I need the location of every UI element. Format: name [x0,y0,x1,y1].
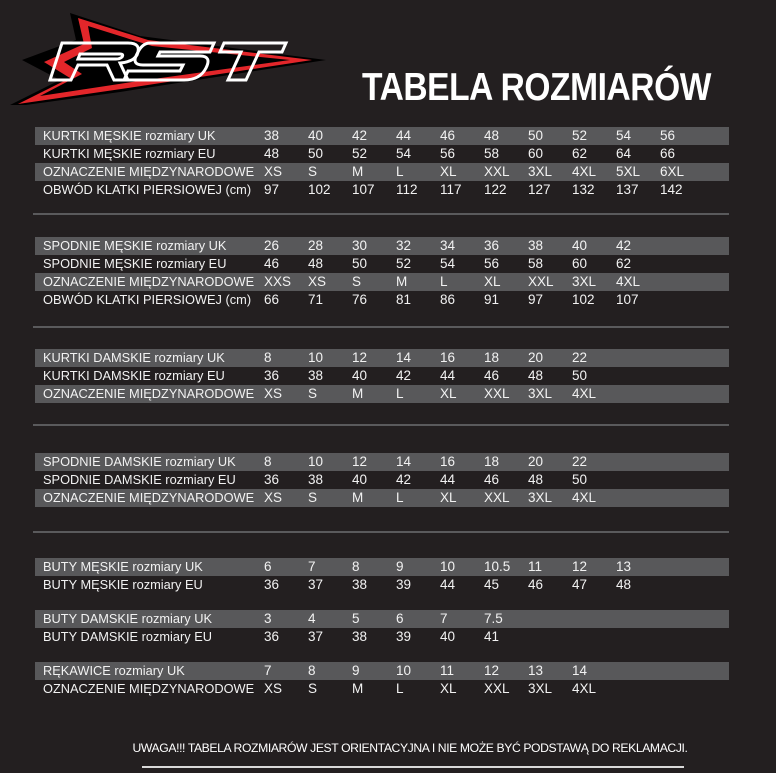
size-cell: 52 [352,146,368,161]
size-cell: 4XL [572,164,597,179]
size-cell: 5 [352,611,360,626]
size-row-kurtki-damskie [35,385,729,403]
size-cell: 44 [440,472,456,487]
size-row-spodnie-damskie [35,453,729,471]
size-cell: 40 [352,368,368,383]
size-cell: 34 [440,238,456,253]
size-row-buty-damskie [35,610,729,628]
size-cell: 10.5 [484,559,511,574]
size-cell: 13 [616,559,632,574]
size-cell: 42 [616,238,632,253]
size-cell: 64 [616,146,632,161]
size-cell: 46 [440,128,456,143]
size-cell: 50 [308,146,324,161]
size-cell: 58 [484,146,500,161]
size-cell: 117 [440,182,462,197]
size-cell: 58 [528,256,544,271]
size-cell: 4XL [572,490,597,505]
size-cell: 81 [396,292,412,307]
size-cell: 102 [572,292,595,307]
size-cell: M [352,164,364,179]
size-cell: 7.5 [484,611,503,626]
size-cell: 36 [484,238,500,253]
size-cell: 12 [352,350,368,365]
row-label: BUTY MĘSKIE rozmiary UK [43,559,203,574]
size-cell: 37 [308,577,324,592]
size-cell: 5XL [616,164,641,179]
row-label: SPODNIE DAMSKIE rozmiary EU [43,472,236,487]
size-row-spodnie-damskie [35,471,729,489]
size-cell: M [396,274,408,289]
size-cell: 60 [572,256,588,271]
row-label: OBWÓD KLATKI PIERSIOWEJ (cm) [43,292,252,307]
size-cell: 39 [396,577,412,592]
size-cell: 12 [352,454,368,469]
size-cell: XXL [528,274,554,289]
size-cell: 8 [308,663,316,678]
size-cell: 48 [308,256,324,271]
size-cell: 122 [484,182,507,197]
size-cell: 4XL [616,274,641,289]
size-cell: XXS [264,274,292,289]
size-row-spodnie-meskie [35,255,729,273]
size-cell: 56 [440,146,456,161]
size-cell: 9 [396,559,404,574]
size-cell: 56 [484,256,500,271]
size-cell: 66 [264,292,280,307]
size-row-spodnie-meskie [35,291,729,309]
row-label: OZNACZENIE MIĘDZYNARODOWE [43,386,255,401]
size-cell: L [396,490,404,505]
size-cell: 42 [396,368,412,383]
rst-logo-icon [0,10,330,105]
size-cell: XS [264,164,283,179]
row-label: SPODNIE MĘSKIE rozmiary UK [43,238,227,253]
size-cell: 50 [572,472,588,487]
size-cell: 14 [396,350,412,365]
size-cell: 14 [572,663,588,678]
size-cell: 4XL [572,386,597,401]
size-cell: L [396,681,404,696]
size-cell: XXL [484,386,510,401]
size-row-buty-meskie [35,576,729,594]
size-cell: 38 [264,128,280,143]
size-cell: 66 [660,146,676,161]
size-cell: 38 [352,577,368,592]
section-divider [33,531,729,533]
size-cell: 38 [308,472,324,487]
size-cell: 8 [264,350,272,365]
size-cell: 52 [572,128,588,143]
size-row-spodnie-meskie [35,273,729,291]
size-cell: 36 [264,472,280,487]
size-cell: 62 [616,256,632,271]
size-cell: 13 [528,663,544,678]
size-cell: 3XL [572,274,597,289]
size-cell: 10 [308,454,324,469]
size-cell: 11 [440,663,455,678]
size-cell: 40 [572,238,588,253]
size-cell: 3 [264,611,272,626]
size-cell: XS [308,274,327,289]
row-label: OZNACZENIE MIĘDZYNARODOWE [43,164,255,179]
size-cell: S [308,164,318,179]
size-cell: 10 [308,350,324,365]
size-cell: 91 [484,292,500,307]
size-cell: 10 [440,559,456,574]
size-cell: 22 [572,454,588,469]
size-cell: L [396,164,404,179]
row-label: KURTKI MĘSKIE rozmiary UK [43,128,216,143]
size-cell: 20 [528,454,544,469]
size-cell: S [308,386,318,401]
size-cell: 4XL [572,681,597,696]
size-row-kurtki-meskie [35,181,729,199]
size-row-kurtki-damskie [35,367,729,385]
size-cell: 6XL [660,164,685,179]
size-cell: XS [264,490,283,505]
size-row-spodnie-meskie [35,237,729,255]
size-cell: S [308,681,318,696]
rst-logo [0,10,330,105]
size-cell: 102 [308,182,331,197]
size-cell: 10 [396,663,412,678]
size-cell: 127 [528,182,551,197]
size-cell: 7 [308,559,316,574]
size-cell: 50 [528,128,544,143]
size-cell: 46 [528,577,544,592]
size-cell: 40 [440,629,456,644]
size-cell: 97 [264,182,280,197]
size-cell: L [440,274,448,289]
size-cell: 52 [396,256,412,271]
size-row-buty-damskie [35,628,729,646]
size-cell: 48 [528,472,544,487]
size-cell: 48 [616,577,632,592]
size-cell: 60 [528,146,544,161]
size-cell: 20 [528,350,544,365]
size-cell: S [352,274,362,289]
size-cell: 36 [264,577,280,592]
size-row-buty-meskie [35,558,729,576]
row-label: OZNACZENIE MIĘDZYNARODOWE [43,490,255,505]
size-row-kurtki-meskie [35,127,729,145]
size-cell: 9 [352,663,360,678]
size-cell: M [352,490,364,505]
size-cell: 54 [616,128,632,143]
size-cell: 112 [396,182,418,197]
size-cell: 3XL [528,386,553,401]
size-cell: 46 [264,256,280,271]
size-cell: 54 [396,146,412,161]
page-title: TABELA ROZMIARÓW [362,66,711,109]
size-cell: 3XL [528,164,553,179]
size-cell: 8 [264,454,272,469]
row-label: SPODNIE DAMSKIE rozmiary UK [43,454,236,469]
size-cell: M [352,386,364,401]
size-cell: 11 [528,559,543,574]
row-label: KURTKI DAMSKIE rozmiary UK [43,350,225,365]
row-label: KURTKI MĘSKIE rozmiary EU [43,146,216,161]
size-cell: 56 [660,128,676,143]
size-cell: 44 [396,128,412,143]
size-cell: 97 [528,292,544,307]
size-cell: 47 [572,577,588,592]
size-cell: 38 [528,238,544,253]
size-cell: 46 [484,472,500,487]
size-cell: 37 [308,629,324,644]
size-cell: XS [264,681,283,696]
size-cell: 86 [440,292,456,307]
size-row-kurtki-meskie [35,145,729,163]
size-cell: XL [440,386,457,401]
size-cell: 38 [352,629,368,644]
size-cell: 42 [396,472,412,487]
size-cell: 12 [572,559,588,574]
size-cell: 4 [308,611,316,626]
size-cell: 142 [660,182,683,197]
size-cell: 62 [572,146,588,161]
section-divider [33,213,729,215]
section-divider [33,424,729,426]
size-cell: 32 [396,238,412,253]
row-label: BUTY DAMSKIE rozmiary UK [43,611,212,626]
row-label: OZNACZENIE MIĘDZYNARODOWE [43,681,255,696]
size-cell: 40 [352,472,368,487]
row-label: SPODNIE MĘSKIE rozmiary EU [43,256,227,271]
size-row-kurtki-damskie [35,349,729,367]
size-cell: XXL [484,164,510,179]
size-cell: 36 [264,368,280,383]
size-cell: 18 [484,350,500,365]
size-cell: 6 [396,611,404,626]
size-cell: XL [440,490,457,505]
size-cell: 28 [308,238,324,253]
size-cell: 14 [396,454,412,469]
size-cell: 12 [484,663,500,678]
notice-underline [142,766,684,768]
size-row-spodnie-damskie [35,489,729,507]
size-cell: 16 [440,350,456,365]
size-cell: 3XL [528,490,553,505]
size-cell: 39 [396,629,412,644]
size-cell: 107 [616,292,639,307]
size-cell: 42 [352,128,368,143]
size-cell: M [352,681,364,696]
size-cell: XL [440,164,457,179]
size-cell: 50 [572,368,588,383]
size-cell: 107 [352,182,375,197]
size-cell: 46 [484,368,500,383]
size-cell: 48 [528,368,544,383]
size-cell: 48 [484,128,500,143]
row-label: BUTY DAMSKIE rozmiary EU [43,629,212,644]
size-cell: 50 [352,256,368,271]
size-cell: 8 [352,559,360,574]
size-cell: 40 [308,128,324,143]
size-row-rekawice [35,680,729,698]
size-cell: 7 [440,611,448,626]
size-cell: L [396,386,404,401]
size-cell: 76 [352,292,368,307]
size-cell: XXL [484,681,510,696]
size-cell: 44 [440,368,456,383]
size-cell: 137 [616,182,639,197]
size-cell: 38 [308,368,324,383]
row-label: OZNACZENIE MIĘDZYNARODOWE [43,274,255,289]
size-cell: 44 [440,577,456,592]
size-cell: 45 [484,577,500,592]
size-row-rekawice [35,662,729,680]
size-cell: 16 [440,454,456,469]
section-divider [33,326,729,328]
size-cell: XS [264,386,283,401]
row-label: KURTKI DAMSKIE rozmiary EU [43,368,225,383]
row-label: BUTY MĘSKIE rozmiary EU [43,577,203,592]
row-label: RĘKAWICE rozmiary UK [43,663,185,678]
size-cell: 36 [264,629,280,644]
size-cell: 3XL [528,681,553,696]
size-cell: 7 [264,663,272,678]
size-cell: 26 [264,238,280,253]
size-cell: 30 [352,238,368,253]
size-cell: S [308,490,318,505]
size-cell: 41 [484,629,500,644]
size-row-kurtki-meskie [35,163,729,181]
size-cell: XXL [484,490,510,505]
size-cell: 132 [572,182,595,197]
size-cell: 54 [440,256,456,271]
size-cell: 18 [484,454,500,469]
size-cell: 71 [308,292,324,307]
size-cell: 6 [264,559,272,574]
row-label: OBWÓD KLATKI PIERSIOWEJ (cm) [43,182,252,197]
size-cell: 22 [572,350,588,365]
size-cell: 48 [264,146,280,161]
disclaimer-notice: UWAGA!!! TABELA ROZMIARÓW JEST ORIENTACYJNA I NIE MOŻE BYĆ PODSTAWĄ DO REKLAMACJI. [132,741,688,755]
size-cell: XL [484,274,501,289]
size-cell: XL [440,681,457,696]
